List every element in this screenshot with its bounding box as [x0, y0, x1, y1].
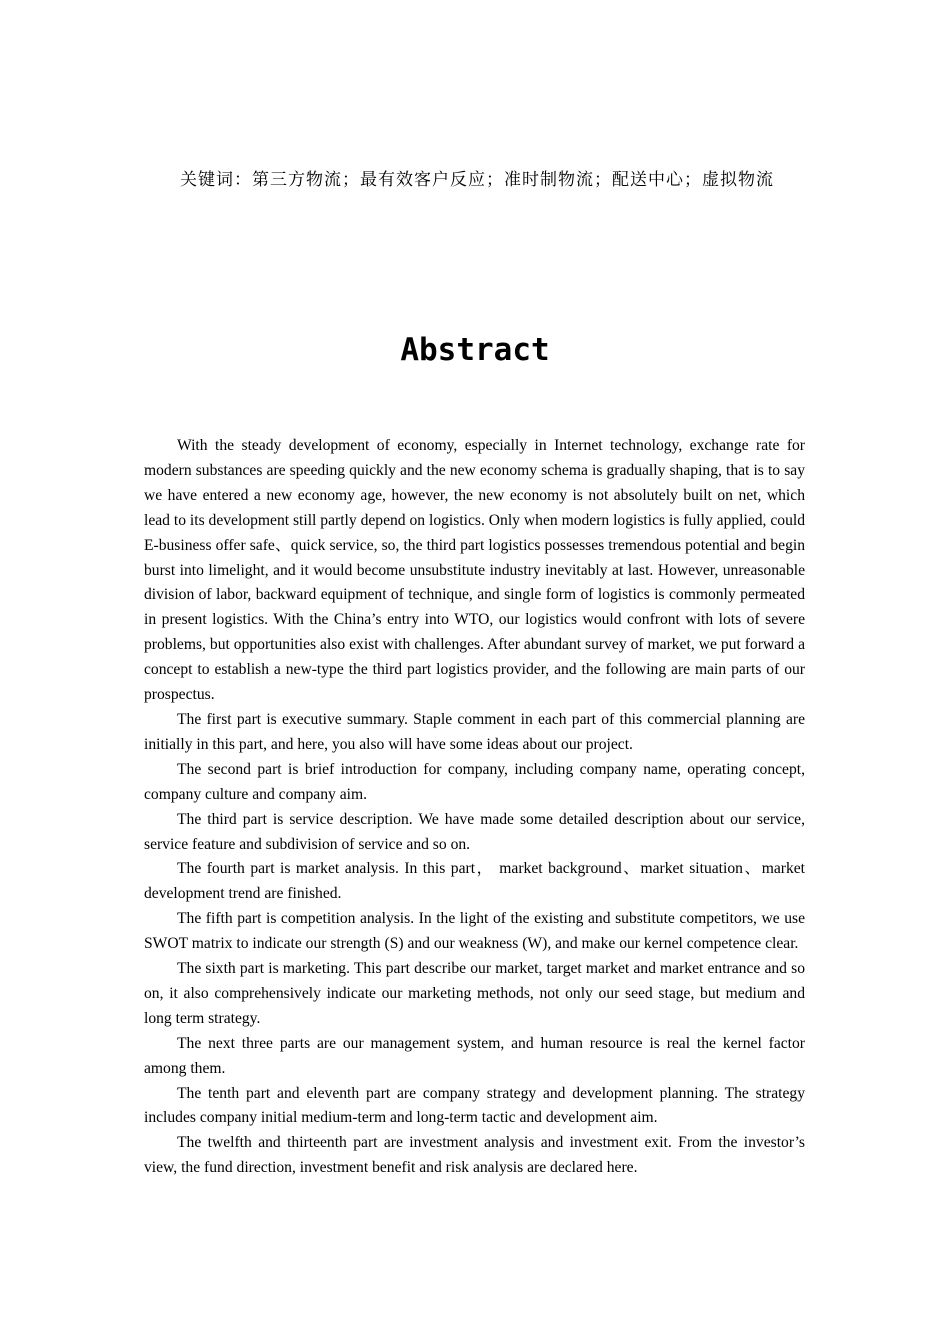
abstract-paragraph: The fourth part is market analysis. In this part， market background、market situation、market development trend are finished.	[144, 860, 805, 903]
abstract-heading: Abstract	[400, 331, 550, 368]
abstract-paragraph: The second part is brief introduction for company, including company name, operating concept, company culture and company aim.	[144, 760, 805, 803]
abstract-paragraph: The tenth part and eleventh part are company strategy and development planning. The strategy includes company initial medium-term and long-term tactic and development aim.	[144, 1084, 805, 1127]
abstract-paragraph: The first part is executive summary. Staple comment in each part of this commercial planning are initially in this part, and here, you also will have some ideas about our project.	[144, 710, 805, 753]
abstract-paragraph: The next three parts are our management system, and human resource is real the kernel factor among them.	[144, 1034, 805, 1077]
abstract-paragraph: With the steady development of economy, especially in Internet technology, exchange rate for modern substances are speeding quickly and the new economy schema is gradually shaping, that is to say we have entered a new economy age, however, the new economy is not absolutely built on net, which lead to its development still partly depend on logistics. Only when modern logistics is fully applied, could E-business offer safe、quick service, so, the third part logistics possesses tremendous potential and begin burst into limelight, and it would become unsubstitute industry inevitably at last. However, unreasonable division of labor, backward equipment of technique, and single form of logistics is commonly permeated in present logistics. With the China’s entry into WTO, our logistics would confront with lots of severe problems, but opportunities also exist with challenges. After abundant survey of market, we put forward a concept to establish a new-type the third part logistics provider, and the following are main parts of our prospectus.	[144, 437, 805, 704]
keywords-line: 关键词：第三方物流；最有效客户反应；准时制物流；配送中心；虚拟物流	[180, 170, 774, 190]
abstract-paragraph: The third part is service description. We have made some detailed description about our service, service feature and subdivision of service and so on.	[144, 810, 805, 853]
abstract-paragraph: The sixth part is marketing. This part describe our market, target market and market entrance and so on, it also comprehensively indicate our marketing methods, not only our seed stage, but medium and long term strategy.	[144, 960, 805, 1027]
abstract-body	[144, 434, 805, 1181]
abstract-paragraph: The fifth part is competition analysis. In the light of the existing and substitute competitors, we use SWOT matrix to indicate our strength (S) and our weakness (W), and make our kernel competence clear.	[144, 910, 805, 953]
abstract-paragraph: The twelfth and thirteenth part are investment analysis and investment exit. From the investor’s view, the fund direction, investment benefit and risk analysis are declared here.	[144, 1134, 805, 1177]
